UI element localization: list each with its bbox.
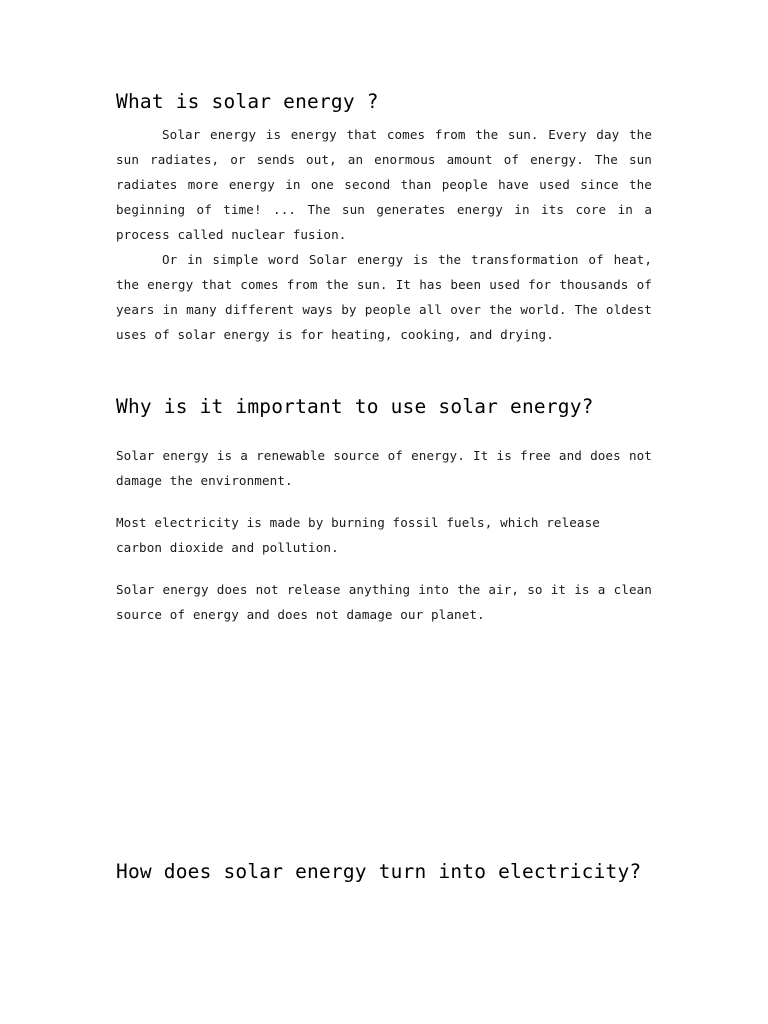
section-heading-what-is-solar-energy: What is solar energy ? [116,90,379,113]
section-heading-how-turn-into-electricity: How does solar energy turn into electricity? [116,860,642,883]
section-heading-why-important: Why is it important to use solar energy? [116,395,594,418]
paragraph-renewable-source: Solar energy is a renewable source of energy. It is free and does not damage the environment. [116,448,652,488]
paragraph-solar-simple-word: Or in simple word Solar energy is the transformation of heat, the energy that comes from the sun. It has been used for thousands of years in many different ways by people all over the world. The oldest uses of solar energy is for heating, cooking, and drying. [116,252,652,342]
paragraph-clean-energy: Solar energy does not release anything into the air, so it is a clean source of energy and does not damage our planet. [116,582,652,622]
paragraph-solar-definition: Solar energy is energy that comes from the sun. Every day the sun radiates, or sends out, an enormous amount of energy. The sun radiates more energy in one second than people have used since the beginning of time! ... The sun generates energy in its core in a process called nuclear fusion. [116,127,652,242]
paragraph-fossil-fuels: Most electricity is made by burning fossil fuels, which release carbon dioxide and pollution. [116,515,600,555]
